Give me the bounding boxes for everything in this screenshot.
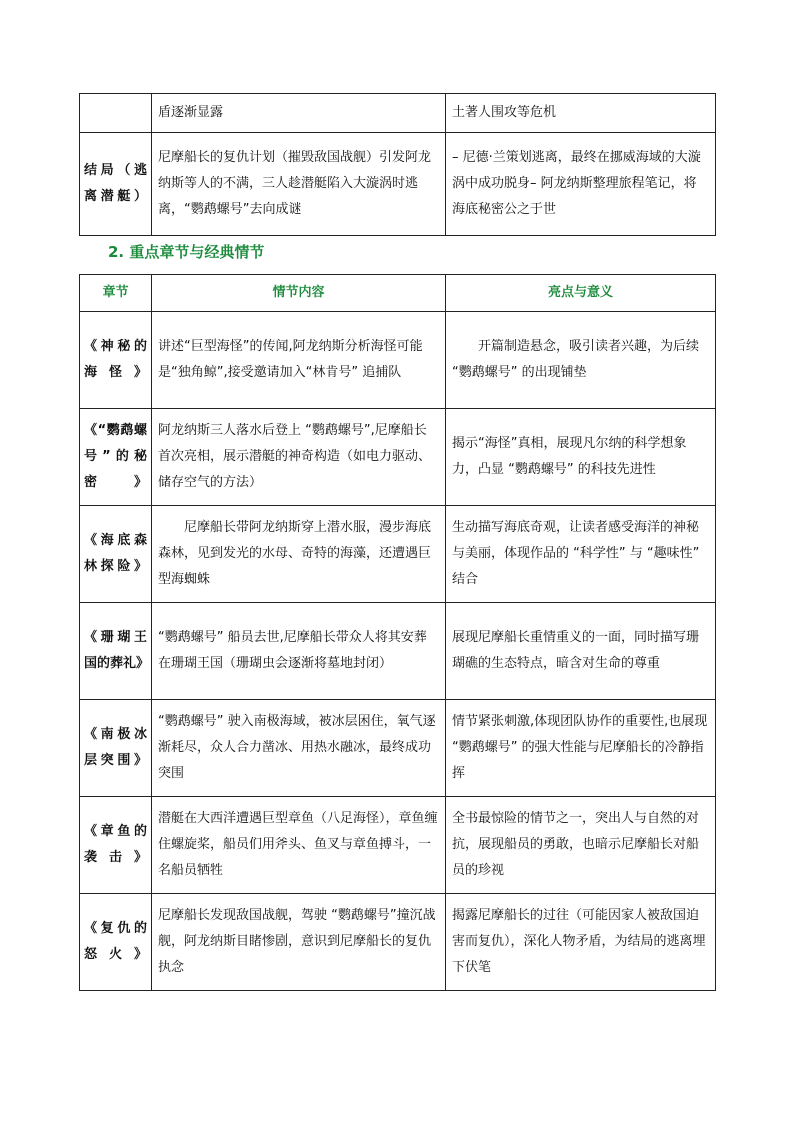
chapter-title: 《南极冰层突围》 bbox=[80, 700, 152, 797]
plot-content: 尼摩船长带阿龙纳斯穿上潜水服，漫步海底森林，见到发光的水母、奇特的海藻，还遭遇巨型海蜘蛛 bbox=[152, 506, 446, 603]
section-heading: 2. 重点章节与经典情节 bbox=[108, 243, 265, 261]
table-row bbox=[80, 133, 716, 236]
highlight-meaning: 全书最惊险的情节之一，突出人与自然的对抗，展现船员的勇敢，也暗示尼摩船长对船员的珍视 bbox=[446, 797, 716, 894]
table-row bbox=[80, 894, 716, 991]
highlight-meaning: 生动描写海底奇观，让读者感受海洋的神秘与美丽，体现作品的 “科学性” 与 “趣味性” 结合 bbox=[446, 506, 716, 603]
table-cell: – 尼德·兰策划逃离，最终在挪威海域的大漩涡中成功脱身– 阿龙纳斯整理旅程笔记，将海底秘密公之于世 bbox=[446, 133, 716, 236]
highlight-meaning: 展现尼摩船长重情重义的一面，同时描写珊瑚礁的生态特点，暗含对生命的尊重 bbox=[446, 603, 716, 700]
table-cell: 尼摩船长的复仇计划（摧毁敌国战舰）引发阿龙纳斯等人的不满，三人趁潜艇陷入大漩涡时逃离，“鹦鹉螺号”去向成谜 bbox=[152, 133, 446, 236]
table-row bbox=[80, 409, 716, 506]
plot-content: 潜艇在大西洋遭遇巨型章鱼（八足海怪），章鱼缠住螺旋桨，船员们用斧头、鱼叉与章鱼搏斗，一名船员牺牲 bbox=[152, 797, 446, 894]
highlight-meaning: 揭示“海怪”真相，展现凡尔纳的科学想象力，凸显 “鹦鹉螺号” 的科技先进性 bbox=[446, 409, 716, 506]
highlight-meaning: 情节紧张刺激,体现团队协作的重要性,也展现 “鹦鹉螺号” 的强大性能与尼摩船长的冷静指挥 bbox=[446, 700, 716, 797]
column-header: 情节内容 bbox=[152, 275, 446, 312]
table-row bbox=[80, 603, 716, 700]
plot-outline-table bbox=[79, 93, 716, 236]
table-row bbox=[80, 797, 716, 894]
chapter-title: 《“鹦鹉螺号”的秘密》 bbox=[80, 409, 152, 506]
plot-content: 阿龙纳斯三人落水后登上 “鹦鹉螺号”,尼摩船长首次亮相，展示潜艇的神奇构造（如电力驱动、储存空气的方法） bbox=[152, 409, 446, 506]
column-header: 章节 bbox=[80, 275, 152, 312]
stage-label: 结局（逃离潜艇） bbox=[80, 133, 152, 236]
table-row bbox=[80, 506, 716, 603]
chapter-title: 《章鱼的袭击》 bbox=[80, 797, 152, 894]
plot-content: “鹦鹉螺号” 驶入南极海域，被冰层困住，氧气逐渐耗尽，众人合力凿冰、用热水融冰，最终成功突围 bbox=[152, 700, 446, 797]
table-row bbox=[80, 312, 716, 409]
table-row bbox=[80, 700, 716, 797]
chapter-title: 《海底森林探险》 bbox=[80, 506, 152, 603]
chapter-title: 《神秘的海怪》 bbox=[80, 312, 152, 409]
table-row bbox=[80, 94, 716, 133]
table-cell bbox=[80, 94, 152, 133]
plot-content: “鹦鹉螺号” 船员去世,尼摩船长带众人将其安葬在珊瑚王国（珊瑚虫会逐渐将墓地封闭） bbox=[152, 603, 446, 700]
chapter-title: 《复仇的怒火》 bbox=[80, 894, 152, 991]
table-cell: 盾逐渐显露 bbox=[152, 94, 446, 133]
highlight-meaning: 揭露尼摩船长的过往（可能因家人被敌国迫害而复仇），深化人物矛盾，为结局的逃离埋下伏笔 bbox=[446, 894, 716, 991]
key-chapters-table bbox=[79, 274, 716, 991]
chapter-title: 《珊瑚王国的葬礼》 bbox=[80, 603, 152, 700]
plot-content: 尼摩船长发现敌国战舰，驾驶 “鹦鹉螺号”撞沉战舰，阿龙纳斯目睹惨剧，意识到尼摩船长的复仇执念 bbox=[152, 894, 446, 991]
table-header-row bbox=[80, 275, 716, 312]
plot-content: 讲述“巨型海怪”的传闻,阿龙纳斯分析海怪可能是“独角鲸”,接受邀请加入“林肯号” 追捕队 bbox=[152, 312, 446, 409]
table-cell: 土著人围攻等危机 bbox=[446, 94, 716, 133]
highlight-meaning: 开篇制造悬念，吸引读者兴趣，为后续 “鹦鹉螺号” 的出现铺垫 bbox=[446, 312, 716, 409]
column-header: 亮点与意义 bbox=[446, 275, 716, 312]
